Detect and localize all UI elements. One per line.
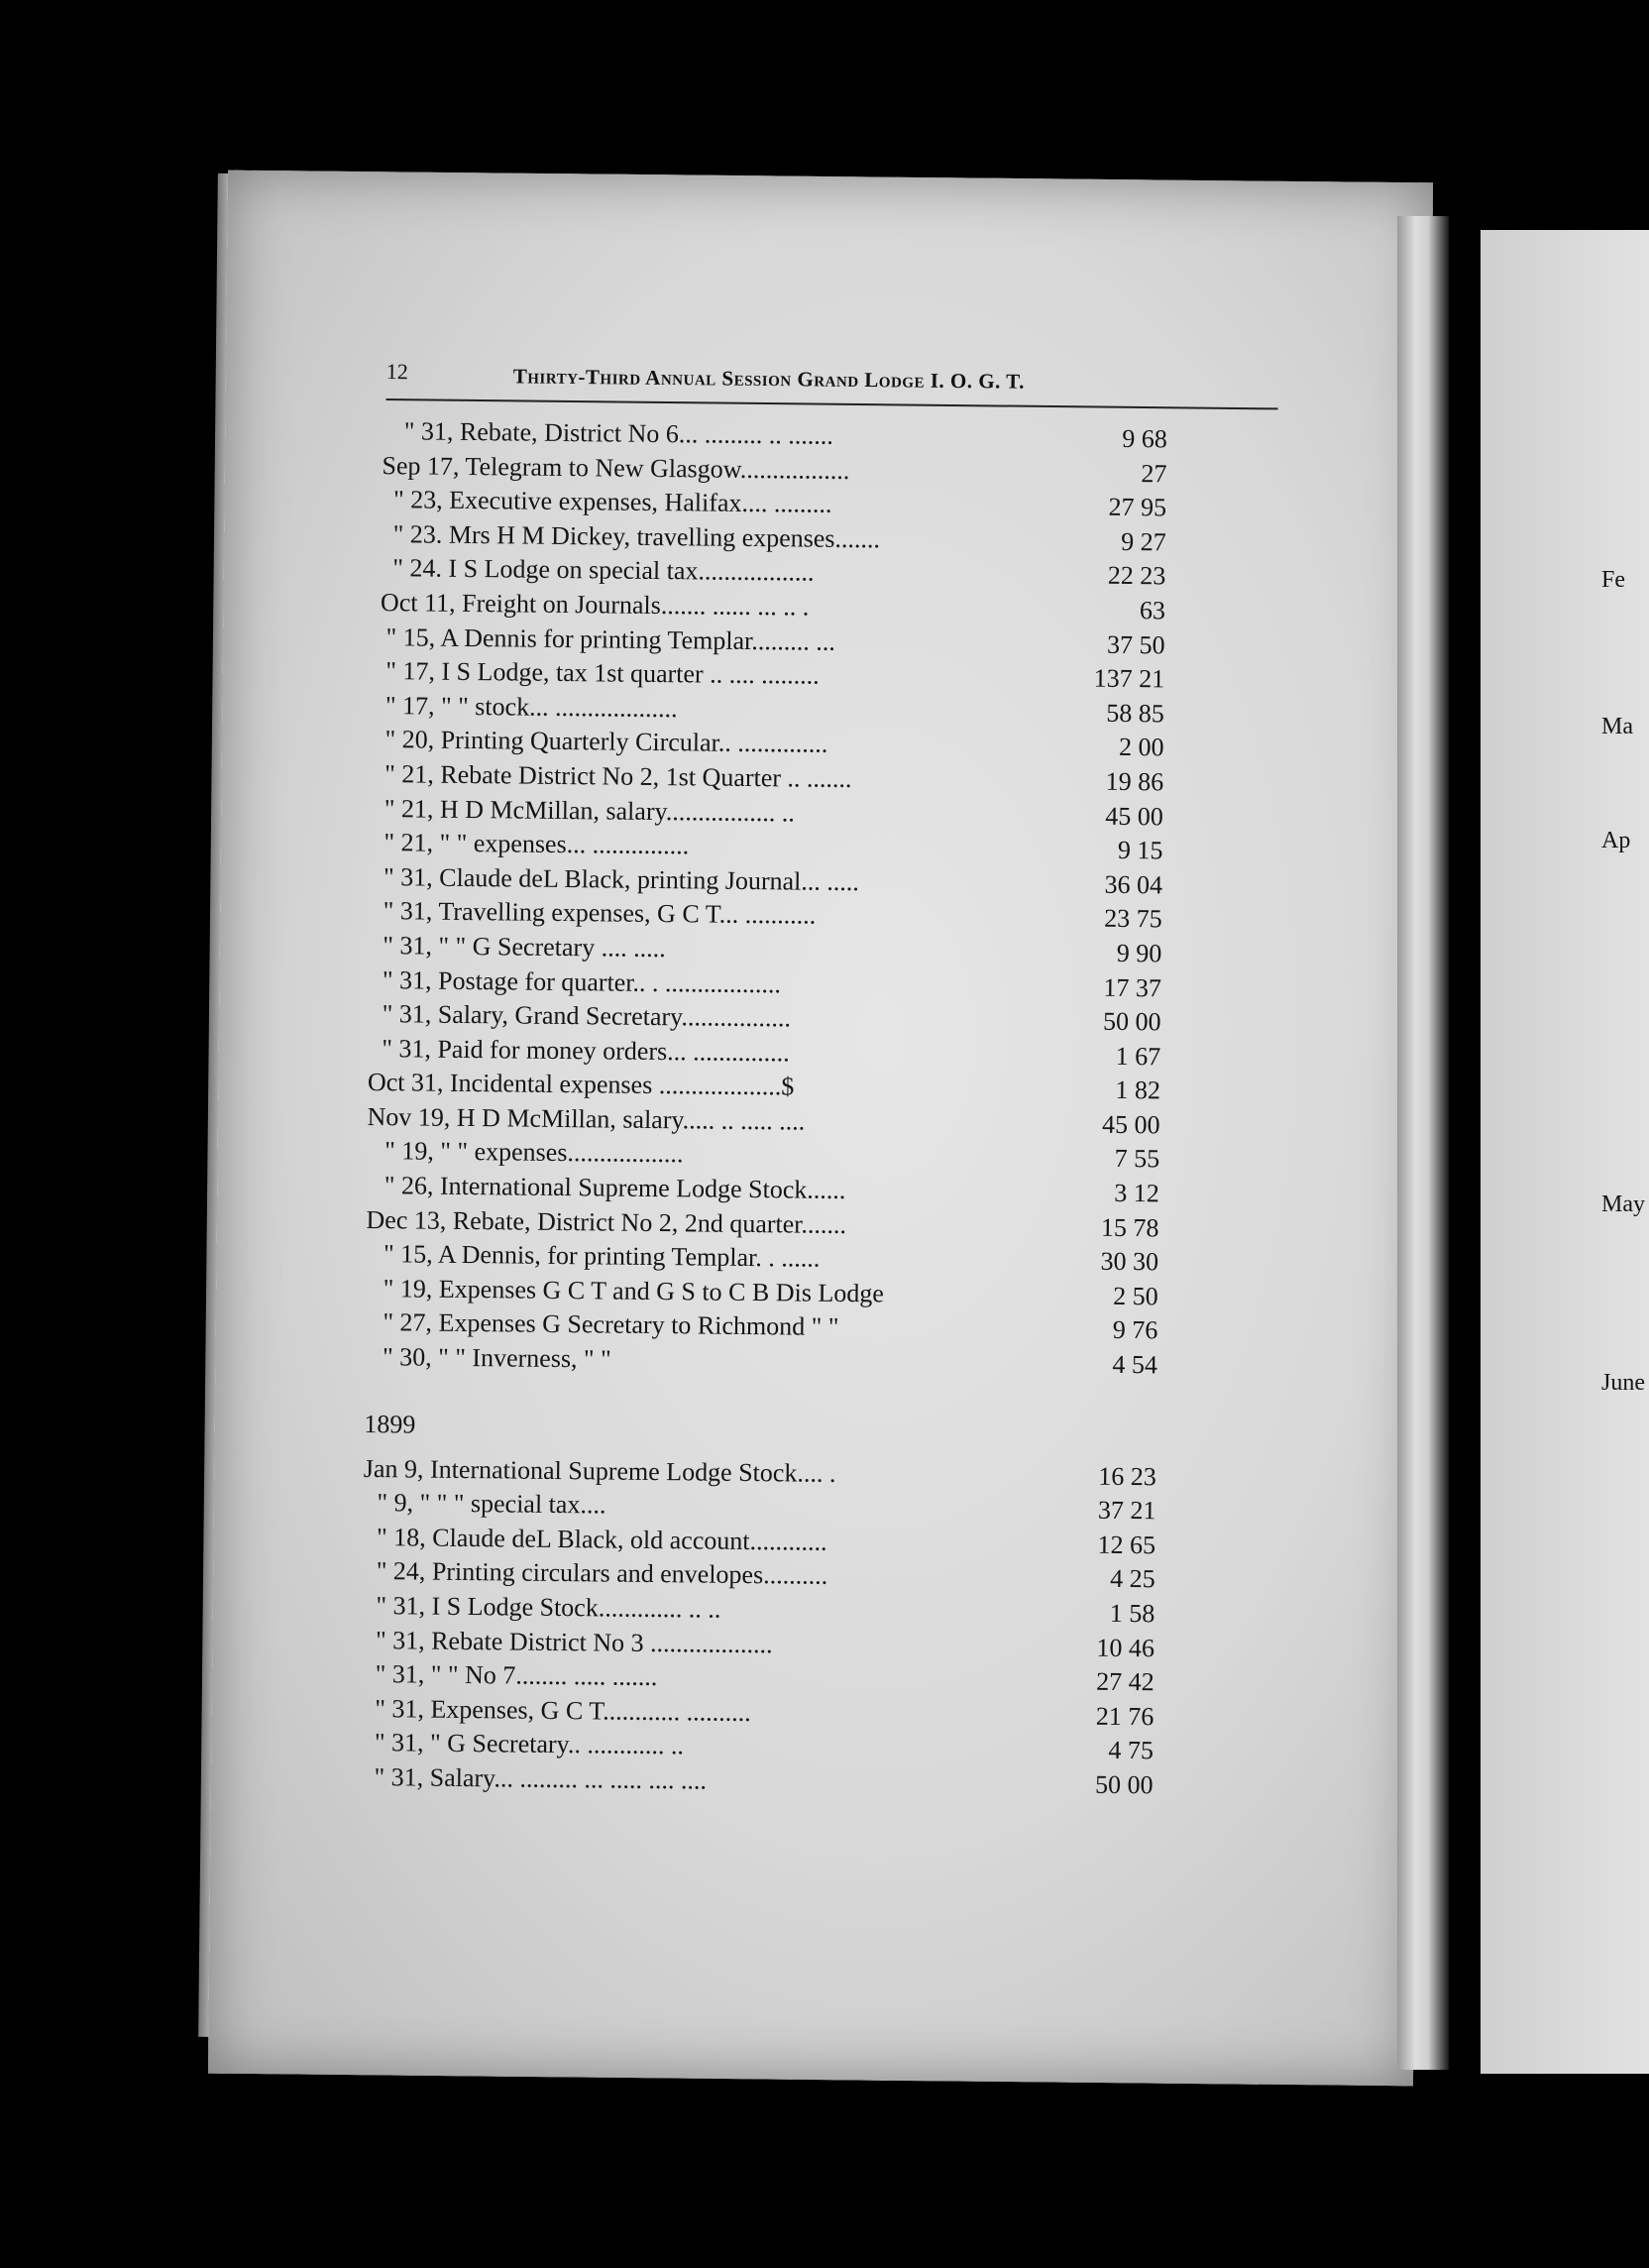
row-amount: 15 78 <box>1100 1212 1159 1242</box>
facing-page <box>1481 230 1649 2074</box>
row-amount: 27 <box>1141 458 1167 488</box>
row-description: Postage for quarter.. . .................. <box>431 965 782 998</box>
entries-1899 <box>360 1452 1156 1803</box>
row-entry <box>383 929 666 965</box>
row-amount: 1 67 <box>1115 1041 1161 1072</box>
row-entry <box>385 757 852 796</box>
row-description: " " No 7........ ..... ....... <box>424 1659 658 1692</box>
row-entry <box>375 1692 751 1730</box>
row-description: International Supreme Lodge Stock...... <box>433 1171 846 1205</box>
row-date: " 24, <box>376 1556 426 1587</box>
row-date: " 23. <box>392 518 443 549</box>
row-date: " 31, <box>375 1625 425 1655</box>
row-amount: 22 23 <box>1107 561 1166 591</box>
row-entry <box>382 1032 790 1070</box>
row-description: Incidental expenses ...................$ <box>443 1069 795 1101</box>
row-description: " " Inverness, " " <box>431 1342 611 1374</box>
row-entry <box>364 1452 836 1491</box>
row-entry <box>366 1203 846 1242</box>
row-description: I S Lodge Stock............. .. .. <box>424 1591 721 1624</box>
row-amount: 3 12 <box>1114 1178 1159 1208</box>
row-amount: 23 75 <box>1104 904 1162 934</box>
row-description: Telegram to New Glasgow................. <box>459 451 850 485</box>
row-entry <box>384 1237 821 1276</box>
row-entry <box>385 621 835 659</box>
row-description: Printing Quarterly Circular.. .............. <box>434 725 828 759</box>
row-date: " 31, <box>375 1693 425 1724</box>
row-description: A Dennis for printing Templar......... ... <box>435 623 835 656</box>
row-date: " 31, <box>376 1591 426 1621</box>
row-amount: 45 00 <box>1105 801 1163 831</box>
facing-page-month: Ma <box>1601 714 1633 739</box>
row-amount: 63 <box>1139 596 1166 625</box>
row-date: " 19, <box>383 1273 433 1304</box>
row-entry <box>404 414 833 453</box>
row-description: Rebate District No 2, 1st Quarter .. ....... <box>433 759 852 793</box>
row-date: Oct 31, <box>367 1068 444 1098</box>
row-date: " 31, <box>382 999 432 1029</box>
row-amount: 4 25 <box>1110 1564 1155 1594</box>
row-entry <box>368 1066 795 1104</box>
row-amount: 16 23 <box>1098 1461 1156 1491</box>
row-date: " 24. <box>392 553 443 584</box>
row-amount: 9 15 <box>1117 836 1163 865</box>
row-amount: 1 58 <box>1109 1598 1155 1629</box>
facing-page-month: June <box>1601 1370 1645 1396</box>
row-amount: 37 50 <box>1106 629 1165 659</box>
row-entry <box>385 689 678 726</box>
facing-page-month: Ap <box>1601 828 1631 853</box>
row-amount: 45 00 <box>1101 1109 1160 1140</box>
row-description: A Dennis, for printing Templar. . ...... <box>432 1239 821 1274</box>
row-amount: 137 21 <box>1093 663 1165 694</box>
row-date: Sep 17, <box>382 450 460 481</box>
row-description: Paid for money orders... ............... <box>430 1034 790 1068</box>
row-entry <box>385 792 795 830</box>
row-description: H D McMillan, salary................. .. <box>433 794 796 827</box>
year-heading: 1899 <box>364 1409 416 1439</box>
row-date: " 9, <box>377 1488 414 1518</box>
row-date: Jan 9, <box>363 1453 424 1484</box>
row-amount: 4 75 <box>1108 1736 1154 1765</box>
row-description: Salary, Grand Secretary................. <box>431 999 792 1033</box>
row-date: " 21, <box>384 793 434 824</box>
row-description: " " stock... ................... <box>434 691 678 723</box>
row-description: Mrs H M Dickey, travelling expenses....... <box>442 519 881 554</box>
row-entry <box>393 517 881 556</box>
row-amount: 7 55 <box>1114 1144 1160 1174</box>
row-date: " 31, <box>383 896 433 926</box>
row-amount: 36 04 <box>1104 869 1163 900</box>
row-amount: 17 37 <box>1103 972 1162 1002</box>
row-date: Dec 13, <box>366 1204 447 1235</box>
row-description: International Supreme Lodge Stock.... . <box>423 1454 836 1488</box>
row-entry <box>393 483 832 521</box>
row-description: Claude deL Black, printing Journal... ..... <box>432 862 859 896</box>
row-amount: 30 30 <box>1100 1246 1159 1277</box>
row-description: Expenses G C T and G S to C B Dis Lodge <box>432 1274 885 1308</box>
row-date: Nov 19, <box>367 1101 451 1132</box>
row-description: I S Lodge on special tax.................. <box>441 554 815 588</box>
row-amount: 50 00 <box>1102 1006 1161 1037</box>
row-entry <box>384 894 817 933</box>
row-description: " " expenses.................. <box>433 1137 684 1169</box>
row-description: " " expenses... ............... <box>432 828 690 860</box>
row-description: Expenses, G C T............ .......... <box>423 1694 751 1727</box>
ledger-entries <box>360 414 1167 1803</box>
entries-1898 <box>365 414 1167 1383</box>
row-entry <box>385 654 820 693</box>
row-amount: 37 21 <box>1097 1495 1156 1526</box>
row-date: " 31, <box>382 964 432 995</box>
row-description: Printing circulars and envelopes.......... <box>425 1557 828 1591</box>
row-date: " 15, <box>383 1239 433 1269</box>
row-date: " 31, <box>403 416 454 446</box>
row-entry <box>384 826 689 862</box>
row-entry <box>383 1306 838 1345</box>
row-date: " 31, <box>382 1033 432 1064</box>
row-date: " 31, <box>374 1762 424 1792</box>
row-description: " " " special tax.... <box>412 1488 606 1520</box>
row-description: Expenses G Secretary to Richmond " " <box>431 1308 839 1342</box>
row-date: " 20, <box>385 725 435 754</box>
row-amount: 9 90 <box>1116 938 1162 968</box>
row-amount: 4 54 <box>1112 1349 1158 1380</box>
row-amount: 2 00 <box>1118 733 1164 762</box>
row-date: " 17, <box>385 656 436 686</box>
row-date: " 23, <box>392 485 443 514</box>
row-date: " 18, <box>376 1522 426 1552</box>
row-date: " 15, <box>385 622 436 652</box>
row-date: " 19, <box>385 1136 434 1167</box>
row-description: Rebate District No 3 ................... <box>424 1626 773 1658</box>
row-amount: 19 86 <box>1105 766 1164 797</box>
row-description: " " G Secretary .... ..... <box>431 931 666 964</box>
row-amount: 9 76 <box>1112 1315 1158 1345</box>
row-amount: 21 76 <box>1095 1701 1154 1732</box>
row-entry <box>374 1760 707 1798</box>
row-description: " G Secretary.. ............ .. <box>423 1728 685 1760</box>
row-amount: 27 42 <box>1096 1666 1154 1697</box>
row-description: Salary... ......... ... ..... .... .... <box>423 1762 708 1795</box>
row-description: Freight on Journals....... ...... ... .. . <box>455 588 810 622</box>
row-date: " 31, <box>383 861 433 892</box>
row-amount: 50 00 <box>1094 1769 1154 1800</box>
row-date: " 21, <box>384 828 434 857</box>
row-amount: 12 65 <box>1097 1530 1156 1560</box>
row-entry <box>382 449 849 488</box>
row-date: " 31, <box>375 1659 425 1689</box>
row-entry <box>383 1340 611 1376</box>
row-entry <box>385 1135 684 1172</box>
page-number: 12 <box>385 359 408 385</box>
row-date: " 26, <box>384 1171 434 1200</box>
row-amount: 58 85 <box>1106 698 1165 729</box>
facing-page-month: Fe <box>1601 567 1625 593</box>
row-date: " 27, <box>383 1307 433 1338</box>
row-entry <box>376 1624 773 1661</box>
row-entry <box>383 964 781 1001</box>
row-amount: 9 68 <box>1122 423 1167 454</box>
row-entry <box>392 552 814 590</box>
row-date: Oct 11, <box>380 588 456 618</box>
row-entry <box>377 1521 827 1559</box>
running-head: Thirty-Third Annual Session Grand Lodge I. O. G. T. <box>512 364 1026 394</box>
page-gutter <box>1397 216 1449 2070</box>
row-amount: 9 27 <box>1121 526 1166 557</box>
row-amount: 2 50 <box>1113 1281 1158 1311</box>
row-description: Claude deL Black, old account............ <box>425 1523 827 1556</box>
row-date: " 17, <box>385 690 435 721</box>
row-entry <box>384 860 859 899</box>
row-date: " 31, <box>383 931 433 961</box>
row-entry <box>376 1657 658 1694</box>
row-entry <box>381 586 810 624</box>
row-description: Executive expenses, Halifax.... ......... <box>442 485 832 519</box>
row-description: Rebate, District No 2, 2nd quarter....... <box>446 1205 847 1239</box>
row-entry <box>377 1486 605 1522</box>
row-date: " 21, <box>385 759 434 789</box>
row-description: Rebate, District No 6... ......... .. ....... <box>453 416 834 450</box>
row-description: H D McMillan, salary..... .. ..... .... <box>450 1102 806 1136</box>
row-entry <box>375 1726 684 1762</box>
row-entry <box>384 1272 884 1310</box>
facing-page-month: May <box>1601 1191 1645 1217</box>
row-amount: 1 82 <box>1115 1076 1161 1105</box>
row-amount: 27 95 <box>1108 492 1167 522</box>
row-entry <box>376 1589 720 1627</box>
row-date: " 30, <box>382 1342 432 1372</box>
row-entry <box>367 1100 805 1139</box>
row-entry <box>385 1169 846 1207</box>
row-entry <box>385 723 827 761</box>
row-entry <box>377 1554 828 1593</box>
row-date: " 31, <box>374 1728 424 1758</box>
row-description: Travelling expenses, G C T... ........... <box>432 896 817 931</box>
row-description: I S Lodge, tax 1st quarter .. .... ......... <box>434 656 820 690</box>
row-entry <box>382 997 791 1035</box>
row-amount: 10 46 <box>1096 1633 1155 1662</box>
